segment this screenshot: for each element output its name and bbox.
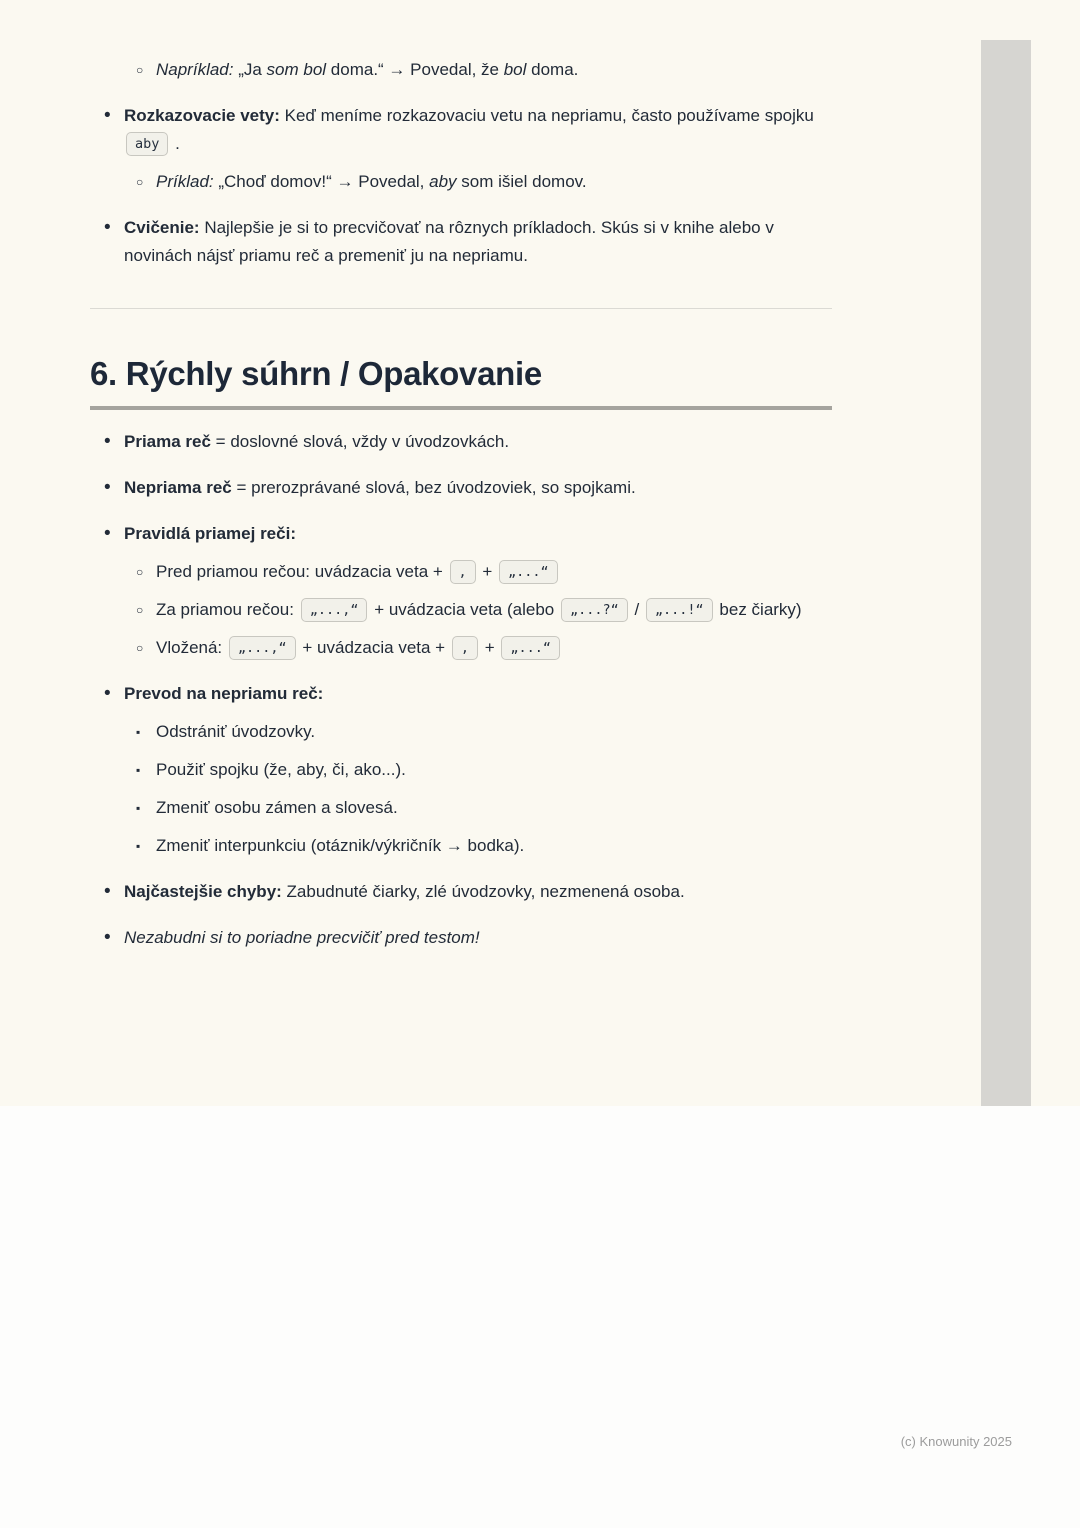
- text-segment: = doslovné slová, vždy v úvodzovkách.: [210, 432, 510, 451]
- text-segment: Napríklad:: [156, 60, 234, 79]
- list-item: [90, 794, 832, 822]
- text-segment: + uvádzacia veta +: [297, 638, 450, 657]
- inline-code: „...!“: [646, 598, 713, 622]
- inline-code: ,: [452, 636, 478, 660]
- text-segment: Nezabudni si to poriadne precvičiť pred testom!: [124, 928, 480, 947]
- text-segment: Za priamou rečou:: [156, 600, 299, 619]
- text-segment: + uvádzacia veta (alebo: [369, 600, 559, 619]
- bullet-circle-icon: ○: [136, 641, 144, 655]
- list-item-text: [156, 756, 832, 784]
- text-segment: som išiel domov.: [456, 172, 587, 191]
- list-item-text: [124, 520, 832, 548]
- list-item: [90, 878, 832, 906]
- list-item: [90, 558, 832, 586]
- list-item-text: [156, 794, 832, 822]
- bullet-circle-icon: ○: [136, 603, 144, 617]
- inline-code: „...,“: [301, 598, 368, 622]
- list-item: [90, 168, 832, 196]
- text-segment: aby: [429, 172, 457, 191]
- text-segment: Pravidlá priamej reči:: [124, 524, 296, 543]
- text-segment: Najlepšie je si to precvičovať na rôznych príkladoch. Skús si v knihe alebo v novinách nájsť priamu reč a premeniť ju na nepriamu.: [124, 218, 774, 265]
- list-item: [90, 924, 832, 952]
- list-item-text: [156, 56, 832, 84]
- list-item-text: [124, 102, 832, 158]
- text-segment: Odstrániť úvodzovky.: [156, 722, 316, 741]
- bullet-disc-icon: •: [104, 927, 111, 948]
- text-segment: Zabudnuté čiarky, zlé úvodzovky, nezmenená osoba.: [281, 882, 685, 901]
- inline-code: „...?“: [561, 598, 628, 622]
- text-segment: bol: [503, 60, 527, 79]
- inline-code: „...“: [501, 636, 560, 660]
- list-item-text: [124, 214, 832, 270]
- list-item-text: [156, 718, 832, 746]
- bullet-disc-icon: •: [104, 217, 111, 238]
- inline-code: „...,“: [229, 636, 296, 660]
- list-item: [90, 832, 832, 860]
- list-item-text: [124, 878, 832, 906]
- bullet-disc-icon: •: [104, 523, 111, 544]
- text-segment: /: [629, 600, 644, 619]
- list-item: [90, 680, 832, 708]
- bullet-circle-icon: ○: [136, 63, 144, 77]
- list-item: [90, 634, 832, 662]
- text-segment: Zmeniť osobu zámen a slovesá.: [156, 798, 398, 817]
- text-segment: +: [479, 638, 500, 657]
- bullet-disc-icon: •: [104, 477, 111, 498]
- text-segment: Pred priamou rečou: uvádzacia veta +: [156, 562, 448, 581]
- list-item: [90, 520, 832, 548]
- bullet-square-icon: ▪: [136, 725, 141, 739]
- copyright-text: (c) Knowunity 2025: [900, 1434, 1012, 1449]
- bullet-disc-icon: •: [104, 683, 111, 704]
- text-segment: „Ja: [233, 60, 267, 79]
- bullet-disc-icon: •: [104, 431, 111, 452]
- text-segment: „Choď domov!“ → Povedal,: [213, 172, 430, 191]
- bullet-square-icon: ▪: [136, 839, 141, 853]
- list-item-text: [124, 680, 832, 708]
- list-item: [90, 596, 832, 624]
- list-item-text: [124, 428, 832, 456]
- inline-code: aby: [126, 132, 168, 156]
- list-item-text: [156, 168, 832, 196]
- text-segment: Zmeniť interpunkciu (otáznik/výkričník → bodka).: [156, 836, 525, 855]
- text-segment: som bol: [266, 60, 327, 79]
- bullet-square-icon: ▪: [136, 801, 141, 815]
- text-segment: doma.: [526, 60, 579, 79]
- text-segment: bez čiarky): [714, 600, 802, 619]
- bullet-circle-icon: ○: [136, 565, 144, 579]
- text-segment: Keď meníme rozkazovaciu vetu na nepriamu, často používame spojku: [279, 106, 814, 125]
- inline-code: „...“: [499, 560, 558, 584]
- section-divider: [90, 308, 832, 309]
- bullet-disc-icon: •: [104, 105, 111, 126]
- text-segment: Najčastejšie chyby:: [124, 882, 282, 901]
- section-heading: 6. Rýchly súhrn / Opakovanie: [90, 355, 832, 410]
- list-item: [90, 718, 832, 746]
- list-item-text: [156, 558, 832, 586]
- list-item-text: [156, 832, 832, 860]
- list-item: [90, 474, 832, 502]
- bullet-square-icon: ▪: [136, 763, 141, 777]
- notes-list-top: [90, 56, 832, 270]
- scrollbar-thumb[interactable]: [981, 40, 1031, 1106]
- document-content: [90, 46, 832, 952]
- list-item: [90, 102, 832, 158]
- text-segment: Cvičenie:: [124, 218, 200, 237]
- list-item-text: [156, 634, 832, 662]
- text-segment: doma.“ → Povedal, že: [326, 60, 504, 79]
- text-segment: Vložená:: [156, 638, 227, 657]
- text-segment: Príklad:: [156, 172, 214, 191]
- list-item-text: [124, 474, 832, 502]
- list-item: [90, 214, 832, 270]
- text-segment: +: [477, 562, 498, 581]
- notes-list-summary: [90, 428, 832, 952]
- list-item-text: [124, 924, 832, 952]
- bullet-circle-icon: ○: [136, 175, 144, 189]
- text-segment: Prevod na nepriamu reč:: [124, 684, 324, 703]
- text-segment: = prerozprávané slová, bez úvodzoviek, so spojkami.: [231, 478, 636, 497]
- list-item: [90, 428, 832, 456]
- list-item-text: [156, 596, 832, 624]
- list-item: [90, 756, 832, 784]
- text-segment: Priama reč: [124, 432, 211, 451]
- text-segment: Použiť spojku (že, aby, či, ako...).: [156, 760, 406, 779]
- list-item: [90, 56, 832, 84]
- text-segment: .: [170, 134, 180, 153]
- text-segment: Rozkazovacie vety:: [124, 106, 280, 125]
- bullet-disc-icon: •: [104, 881, 111, 902]
- inline-code: ,: [450, 560, 476, 584]
- text-segment: Nepriama reč: [124, 478, 232, 497]
